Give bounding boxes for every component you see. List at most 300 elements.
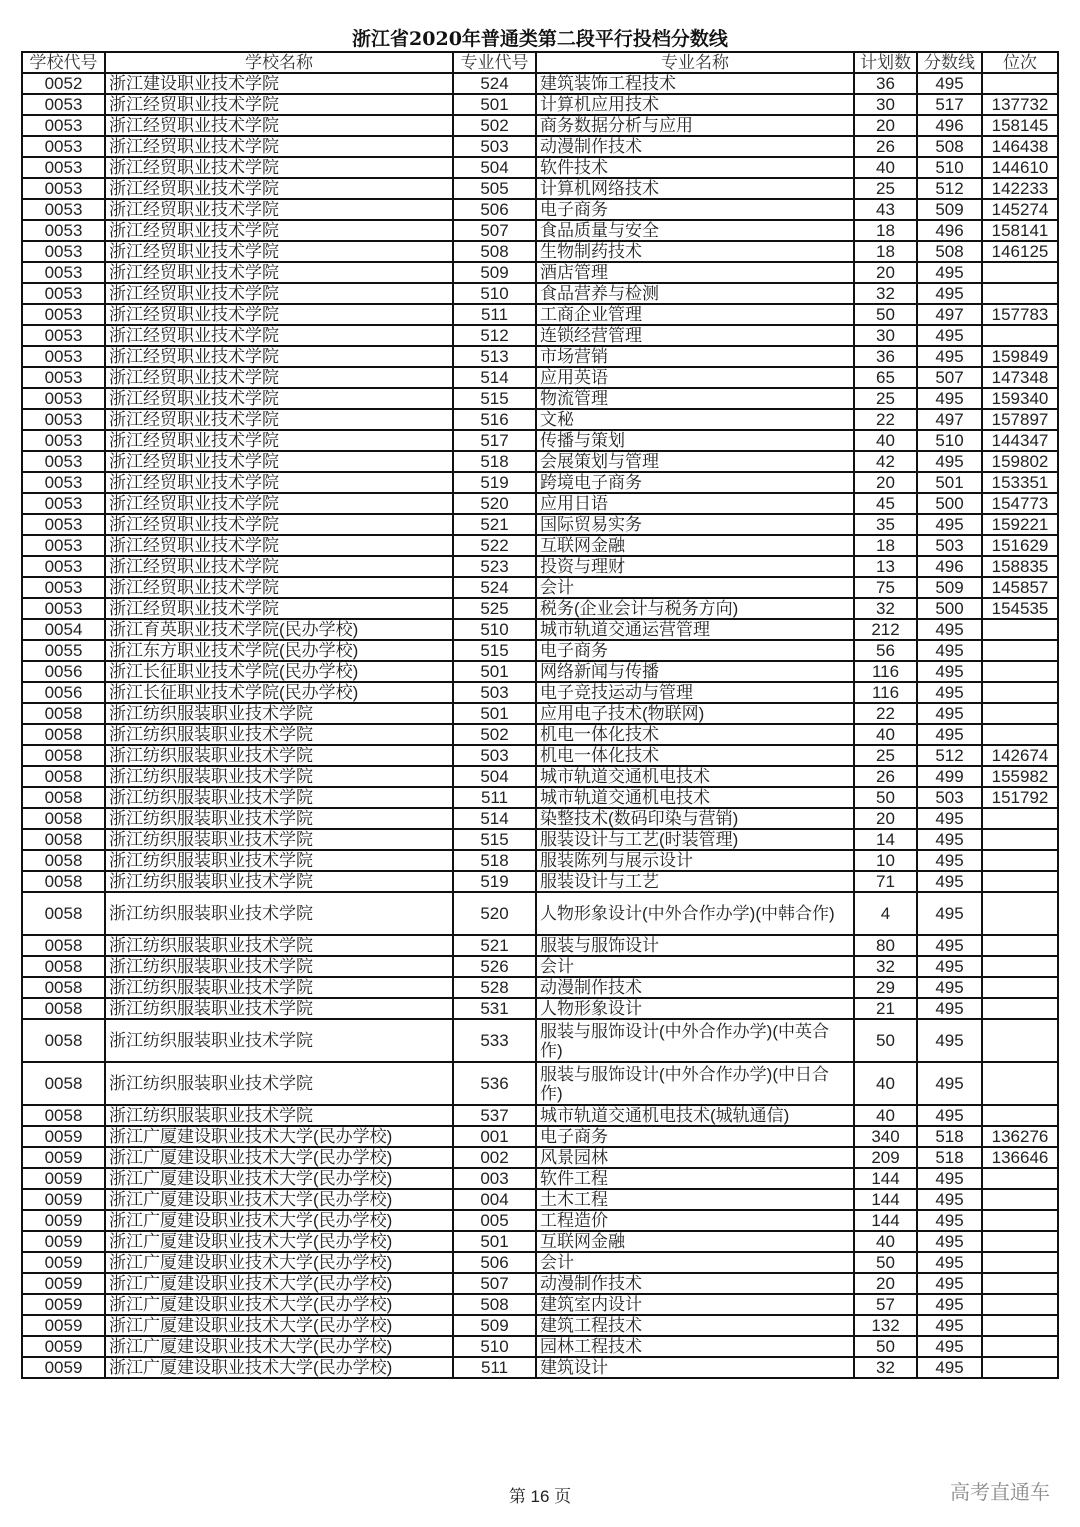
school-name-cell: 浙江广厦建设职业技术大学(民办学校)	[105, 1168, 453, 1189]
school-name-cell: 浙江纺织服装职业技术学院	[105, 956, 453, 977]
school-code-cell: 0058	[22, 766, 105, 787]
school-name-cell: 浙江纺织服装职业技术学院	[105, 766, 453, 787]
plan-count-cell: 42	[854, 451, 917, 472]
rank-cell	[982, 956, 1058, 977]
school-name-cell: 浙江纺织服装职业技术学院	[105, 808, 453, 829]
major-name-cell: 投资与理财	[536, 556, 854, 577]
plan-count-cell: 75	[854, 577, 917, 598]
table-row	[22, 283, 1058, 304]
school-code-cell: 0053	[22, 136, 105, 157]
plan-count-cell: 21	[854, 998, 917, 1019]
school-code-cell: 0059	[22, 1210, 105, 1231]
score-line-cell: 508	[917, 136, 982, 157]
score-line-cell: 518	[917, 1147, 982, 1168]
major-code-cell: 516	[453, 409, 536, 430]
table-row	[22, 1105, 1058, 1126]
rank-cell: 142233	[982, 178, 1058, 199]
major-code-cell: 520	[453, 493, 536, 514]
major-name-cell: 应用英语	[536, 367, 854, 388]
school-code-cell: 0059	[22, 1147, 105, 1168]
table-row	[22, 998, 1058, 1019]
rank-cell	[982, 1252, 1058, 1273]
school-code-cell: 0053	[22, 199, 105, 220]
score-line-cell: 495	[917, 956, 982, 977]
rank-cell	[982, 871, 1058, 892]
score-line-cell: 495	[917, 619, 982, 640]
plan-count-cell: 20	[854, 808, 917, 829]
school-code-cell: 0053	[22, 94, 105, 115]
score-line-cell: 495	[917, 850, 982, 871]
major-name-cell: 互联网金融	[536, 1231, 854, 1252]
rank-cell	[982, 1189, 1058, 1210]
score-line-cell: 495	[917, 73, 982, 94]
school-name-cell: 浙江经贸职业技术学院	[105, 241, 453, 262]
table-row	[22, 682, 1058, 703]
table-row	[22, 388, 1058, 409]
school-name-cell: 浙江广厦建设职业技术大学(民办学校)	[105, 1357, 453, 1378]
score-line-cell: 501	[917, 472, 982, 493]
score-line-cell: 510	[917, 430, 982, 451]
school-name-cell: 浙江经贸职业技术学院	[105, 94, 453, 115]
score-line-cell: 495	[917, 977, 982, 998]
school-name-cell: 浙江经贸职业技术学院	[105, 220, 453, 241]
school-name-cell: 浙江长征职业技术学院(民办学校)	[105, 682, 453, 703]
major-name-cell: 传播与策划	[536, 430, 854, 451]
rank-cell: 144610	[982, 157, 1058, 178]
score-line-cell: 509	[917, 577, 982, 598]
major-name-cell: 商务数据分析与应用	[536, 115, 854, 136]
table-row	[22, 1168, 1058, 1189]
major-name-cell: 计算机应用技术	[536, 94, 854, 115]
plan-count-cell: 30	[854, 94, 917, 115]
major-name-cell: 园林工程技术	[536, 1336, 854, 1357]
major-code-cell: 514	[453, 367, 536, 388]
school-code-cell: 0056	[22, 682, 105, 703]
rank-cell: 136646	[982, 1147, 1058, 1168]
table-row	[22, 703, 1058, 724]
school-code-cell: 0058	[22, 850, 105, 871]
table-row	[22, 472, 1058, 493]
major-code-cell: 501	[453, 703, 536, 724]
plan-count-cell: 65	[854, 367, 917, 388]
rank-cell	[982, 1062, 1058, 1105]
school-name-cell: 浙江经贸职业技术学院	[105, 451, 453, 472]
score-line-cell: 495	[917, 262, 982, 283]
rank-cell	[982, 73, 1058, 94]
major-name-cell: 食品质量与安全	[536, 220, 854, 241]
major-name-cell: 税务(企业会计与税务方向)	[536, 598, 854, 619]
school-code-cell: 0053	[22, 598, 105, 619]
table-row	[22, 1019, 1058, 1062]
rank-cell: 146438	[982, 136, 1058, 157]
table-row	[22, 304, 1058, 325]
score-line-cell: 497	[917, 304, 982, 325]
school-code-cell: 0059	[22, 1273, 105, 1294]
rank-cell	[982, 619, 1058, 640]
school-code-cell: 0059	[22, 1252, 105, 1273]
plan-count-cell: 116	[854, 661, 917, 682]
rank-cell	[982, 325, 1058, 346]
major-code-cell: 509	[453, 262, 536, 283]
score-line-cell: 495	[917, 1357, 982, 1378]
major-name-cell: 文秘	[536, 409, 854, 430]
document-title: 浙江省2020年普通类第二段平行投档分数线	[352, 28, 728, 50]
major-code-cell: 502	[453, 115, 536, 136]
table-row	[22, 640, 1058, 661]
school-name-cell: 浙江纺织服装职业技术学院	[105, 998, 453, 1019]
school-code-cell: 0053	[22, 115, 105, 136]
rank-cell	[982, 1210, 1058, 1231]
rank-cell	[982, 1273, 1058, 1294]
plan-count-cell: 144	[854, 1189, 917, 1210]
school-code-cell: 0053	[22, 304, 105, 325]
table-row	[22, 157, 1058, 178]
table-row	[22, 1336, 1058, 1357]
plan-count-cell: 32	[854, 598, 917, 619]
major-name-cell: 应用日语	[536, 493, 854, 514]
rank-cell: 153351	[982, 472, 1058, 493]
table-body	[22, 73, 1058, 1378]
score-line-cell: 503	[917, 787, 982, 808]
score-line-cell: 495	[917, 1294, 982, 1315]
major-code-cell: 514	[453, 808, 536, 829]
score-line-cell: 517	[917, 94, 982, 115]
score-line-cell: 495	[917, 1019, 982, 1062]
major-name-cell: 软件技术	[536, 157, 854, 178]
page-number: 第 16 页	[508, 1487, 572, 1506]
table-row	[22, 514, 1058, 535]
score-line-cell: 495	[917, 640, 982, 661]
rank-cell: 154773	[982, 493, 1058, 514]
plan-count-cell: 26	[854, 136, 917, 157]
rank-cell	[982, 808, 1058, 829]
rank-cell: 159849	[982, 346, 1058, 367]
major-code-cell: 518	[453, 850, 536, 871]
major-name-cell: 电子竞技运动与管理	[536, 682, 854, 703]
score-line-cell: 496	[917, 115, 982, 136]
table-row	[22, 94, 1058, 115]
table-row	[22, 556, 1058, 577]
major-code-cell: 522	[453, 535, 536, 556]
school-name-cell: 浙江广厦建设职业技术大学(民办学校)	[105, 1126, 453, 1147]
plan-count-cell: 50	[854, 304, 917, 325]
school-name-cell: 浙江经贸职业技术学院	[105, 556, 453, 577]
table-row	[22, 661, 1058, 682]
major-code-cell: 003	[453, 1168, 536, 1189]
score-line-cell: 518	[917, 1126, 982, 1147]
major-name-cell: 土木工程	[536, 1189, 854, 1210]
table-row	[22, 892, 1058, 935]
major-name-cell: 互联网金融	[536, 535, 854, 556]
plan-count-cell: 29	[854, 977, 917, 998]
school-name-cell: 浙江纺织服装职业技术学院	[105, 892, 453, 935]
plan-count-cell: 43	[854, 199, 917, 220]
plan-count-cell: 40	[854, 430, 917, 451]
school-code-cell: 0058	[22, 745, 105, 766]
major-code-cell: 503	[453, 136, 536, 157]
school-code-cell: 0053	[22, 220, 105, 241]
school-code-cell: 0052	[22, 73, 105, 94]
table-row	[22, 241, 1058, 262]
plan-count-cell: 340	[854, 1126, 917, 1147]
major-name-cell: 机电一体化技术	[536, 745, 854, 766]
major-name-cell: 服装与服饰设计(中外合作办学)(中日合作)	[536, 1062, 854, 1105]
table-row	[22, 1210, 1058, 1231]
rank-cell: 145857	[982, 577, 1058, 598]
school-name-cell: 浙江经贸职业技术学院	[105, 493, 453, 514]
plan-count-cell: 71	[854, 871, 917, 892]
score-line-cell: 497	[917, 409, 982, 430]
header-major-code: 专业代号	[453, 52, 536, 73]
major-name-cell: 市场营销	[536, 346, 854, 367]
score-line-cell: 512	[917, 745, 982, 766]
school-name-cell: 浙江东方职业技术学院(民办学校)	[105, 640, 453, 661]
major-code-cell: 537	[453, 1105, 536, 1126]
rank-cell	[982, 1294, 1058, 1315]
school-name-cell: 浙江经贸职业技术学院	[105, 178, 453, 199]
major-code-cell: 524	[453, 73, 536, 94]
school-code-cell: 0059	[22, 1294, 105, 1315]
score-line-cell: 496	[917, 220, 982, 241]
major-name-cell: 软件工程	[536, 1168, 854, 1189]
school-code-cell: 0053	[22, 346, 105, 367]
school-name-cell: 浙江纺织服装职业技术学院	[105, 935, 453, 956]
score-line-cell: 512	[917, 178, 982, 199]
school-code-cell: 0053	[22, 157, 105, 178]
score-line-cell: 499	[917, 766, 982, 787]
major-code-cell: 510	[453, 619, 536, 640]
major-code-cell: 506	[453, 1252, 536, 1273]
school-code-cell: 0058	[22, 703, 105, 724]
rank-cell: 137732	[982, 94, 1058, 115]
score-line-cell: 495	[917, 1273, 982, 1294]
school-code-cell: 0053	[22, 556, 105, 577]
plan-count-cell: 212	[854, 619, 917, 640]
rank-cell: 142674	[982, 745, 1058, 766]
score-line-cell: 495	[917, 682, 982, 703]
score-line-cell: 495	[917, 283, 982, 304]
score-line-cell: 495	[917, 514, 982, 535]
table-row	[22, 1126, 1058, 1147]
school-code-cell: 0058	[22, 871, 105, 892]
rank-cell	[982, 661, 1058, 682]
table-row	[22, 1147, 1058, 1168]
school-name-cell: 浙江育英职业技术学院(民办学校)	[105, 619, 453, 640]
school-name-cell: 浙江经贸职业技术学院	[105, 262, 453, 283]
school-name-cell: 浙江广厦建设职业技术大学(民办学校)	[105, 1252, 453, 1273]
school-name-cell: 浙江经贸职业技术学院	[105, 409, 453, 430]
school-code-cell: 0059	[22, 1168, 105, 1189]
major-name-cell: 染整技术(数码印染与营销)	[536, 808, 854, 829]
major-code-cell: 503	[453, 745, 536, 766]
score-line-cell: 508	[917, 241, 982, 262]
rank-cell: 158141	[982, 220, 1058, 241]
rank-cell	[982, 682, 1058, 703]
plan-count-cell: 144	[854, 1168, 917, 1189]
major-code-cell: 506	[453, 199, 536, 220]
rank-cell: 159802	[982, 451, 1058, 472]
major-code-cell: 518	[453, 451, 536, 472]
major-code-cell: 507	[453, 220, 536, 241]
header-score-line: 分数线	[917, 52, 982, 73]
major-code-cell: 515	[453, 640, 536, 661]
table-row	[22, 409, 1058, 430]
score-line-cell: 495	[917, 1231, 982, 1252]
major-name-cell: 人物形象设计(中外合作办学)(中韩合作)	[536, 892, 854, 935]
plan-count-cell: 36	[854, 73, 917, 94]
school-code-cell: 0059	[22, 1336, 105, 1357]
table-row	[22, 724, 1058, 745]
plan-count-cell: 22	[854, 409, 917, 430]
rank-cell	[982, 1336, 1058, 1357]
school-name-cell: 浙江经贸职业技术学院	[105, 346, 453, 367]
major-code-cell: 501	[453, 94, 536, 115]
school-name-cell: 浙江经贸职业技术学院	[105, 199, 453, 220]
school-code-cell: 0053	[22, 535, 105, 556]
school-name-cell: 浙江经贸职业技术学院	[105, 367, 453, 388]
school-code-cell: 0058	[22, 787, 105, 808]
table-row	[22, 262, 1058, 283]
school-name-cell: 浙江长征职业技术学院(民办学校)	[105, 661, 453, 682]
table-row	[22, 766, 1058, 787]
major-code-cell: 517	[453, 430, 536, 451]
school-name-cell: 浙江经贸职业技术学院	[105, 388, 453, 409]
rank-cell: 144347	[982, 430, 1058, 451]
school-name-cell: 浙江经贸职业技术学院	[105, 535, 453, 556]
plan-count-cell: 32	[854, 283, 917, 304]
plan-count-cell: 32	[854, 956, 917, 977]
rank-cell: 151792	[982, 787, 1058, 808]
school-name-cell: 浙江纺织服装职业技术学院	[105, 703, 453, 724]
school-code-cell: 0056	[22, 661, 105, 682]
score-line-cell: 496	[917, 556, 982, 577]
major-name-cell: 酒店管理	[536, 262, 854, 283]
table-row	[22, 1252, 1058, 1273]
table-row	[22, 325, 1058, 346]
major-name-cell: 物流管理	[536, 388, 854, 409]
major-code-cell: 515	[453, 388, 536, 409]
table-row	[22, 178, 1058, 199]
school-code-cell: 0058	[22, 1062, 105, 1105]
major-code-cell: 504	[453, 766, 536, 787]
score-line-cell: 495	[917, 325, 982, 346]
school-name-cell: 浙江纺织服装职业技术学院	[105, 829, 453, 850]
table-row	[22, 1315, 1058, 1336]
rank-cell: 158835	[982, 556, 1058, 577]
plan-count-cell: 25	[854, 388, 917, 409]
score-line-cell: 495	[917, 346, 982, 367]
school-name-cell: 浙江经贸职业技术学院	[105, 430, 453, 451]
plan-count-cell: 18	[854, 220, 917, 241]
rank-cell	[982, 850, 1058, 871]
major-code-cell: 001	[453, 1126, 536, 1147]
major-code-cell: 508	[453, 241, 536, 262]
table-row	[22, 346, 1058, 367]
table-row	[22, 577, 1058, 598]
header-major-name: 专业名称	[536, 52, 854, 73]
school-code-cell: 0053	[22, 283, 105, 304]
score-line-cell: 495	[917, 1105, 982, 1126]
major-code-cell: 504	[453, 157, 536, 178]
major-code-cell: 509	[453, 1315, 536, 1336]
school-name-cell: 浙江纺织服装职业技术学院	[105, 787, 453, 808]
plan-count-cell: 40	[854, 1105, 917, 1126]
major-name-cell: 连锁经营管理	[536, 325, 854, 346]
plan-count-cell: 45	[854, 493, 917, 514]
rank-cell	[982, 1231, 1058, 1252]
school-code-cell: 0059	[22, 1126, 105, 1147]
plan-count-cell: 18	[854, 241, 917, 262]
rank-cell: 145274	[982, 199, 1058, 220]
major-name-cell: 人物形象设计	[536, 998, 854, 1019]
table-row	[22, 115, 1058, 136]
score-line-cell: 495	[917, 1252, 982, 1273]
school-code-cell: 0054	[22, 619, 105, 640]
school-code-cell: 0055	[22, 640, 105, 661]
major-name-cell: 城市轨道交通机电技术	[536, 766, 854, 787]
rank-cell: 159340	[982, 388, 1058, 409]
score-line-cell: 495	[917, 661, 982, 682]
major-code-cell: 521	[453, 935, 536, 956]
table-row	[22, 871, 1058, 892]
major-name-cell: 计算机网络技术	[536, 178, 854, 199]
score-line-cell: 495	[917, 871, 982, 892]
plan-count-cell: 144	[854, 1210, 917, 1231]
score-line-cell: 509	[917, 199, 982, 220]
major-name-cell: 动漫制作技术	[536, 1273, 854, 1294]
rank-cell	[982, 1105, 1058, 1126]
rank-cell	[982, 283, 1058, 304]
school-name-cell: 浙江广厦建设职业技术大学(民办学校)	[105, 1294, 453, 1315]
table-row	[22, 745, 1058, 766]
major-name-cell: 服装陈列与展示设计	[536, 850, 854, 871]
table-row	[22, 451, 1058, 472]
rank-cell	[982, 977, 1058, 998]
score-line-cell: 495	[917, 451, 982, 472]
school-name-cell: 浙江纺织服装职业技术学院	[105, 724, 453, 745]
plan-count-cell: 50	[854, 787, 917, 808]
school-name-cell: 浙江纺织服装职业技术学院	[105, 1105, 453, 1126]
rank-cell	[982, 1315, 1058, 1336]
school-name-cell: 浙江经贸职业技术学院	[105, 577, 453, 598]
school-name-cell: 浙江经贸职业技术学院	[105, 472, 453, 493]
major-code-cell: 508	[453, 1294, 536, 1315]
plan-count-cell: 20	[854, 1273, 917, 1294]
plan-count-cell: 20	[854, 472, 917, 493]
score-line-cell: 495	[917, 388, 982, 409]
school-code-cell: 0059	[22, 1189, 105, 1210]
score-line-cell: 507	[917, 367, 982, 388]
school-name-cell: 浙江经贸职业技术学院	[105, 304, 453, 325]
score-line-cell: 500	[917, 493, 982, 514]
major-name-cell: 国际贸易实务	[536, 514, 854, 535]
major-code-cell: 002	[453, 1147, 536, 1168]
major-name-cell: 电子商务	[536, 199, 854, 220]
table-row	[22, 787, 1058, 808]
major-name-cell: 服装与服饰设计(中外合作办学)(中英合作)	[536, 1019, 854, 1062]
major-code-cell: 507	[453, 1273, 536, 1294]
major-code-cell: 510	[453, 1336, 536, 1357]
major-code-cell: 519	[453, 472, 536, 493]
school-name-cell: 浙江纺织服装职业技术学院	[105, 1062, 453, 1105]
school-name-cell: 浙江经贸职业技术学院	[105, 283, 453, 304]
major-code-cell: 004	[453, 1189, 536, 1210]
school-name-cell: 浙江纺织服装职业技术学院	[105, 871, 453, 892]
major-name-cell: 会展策划与管理	[536, 451, 854, 472]
plan-count-cell: 10	[854, 850, 917, 871]
plan-count-cell: 25	[854, 745, 917, 766]
table-row	[22, 850, 1058, 871]
